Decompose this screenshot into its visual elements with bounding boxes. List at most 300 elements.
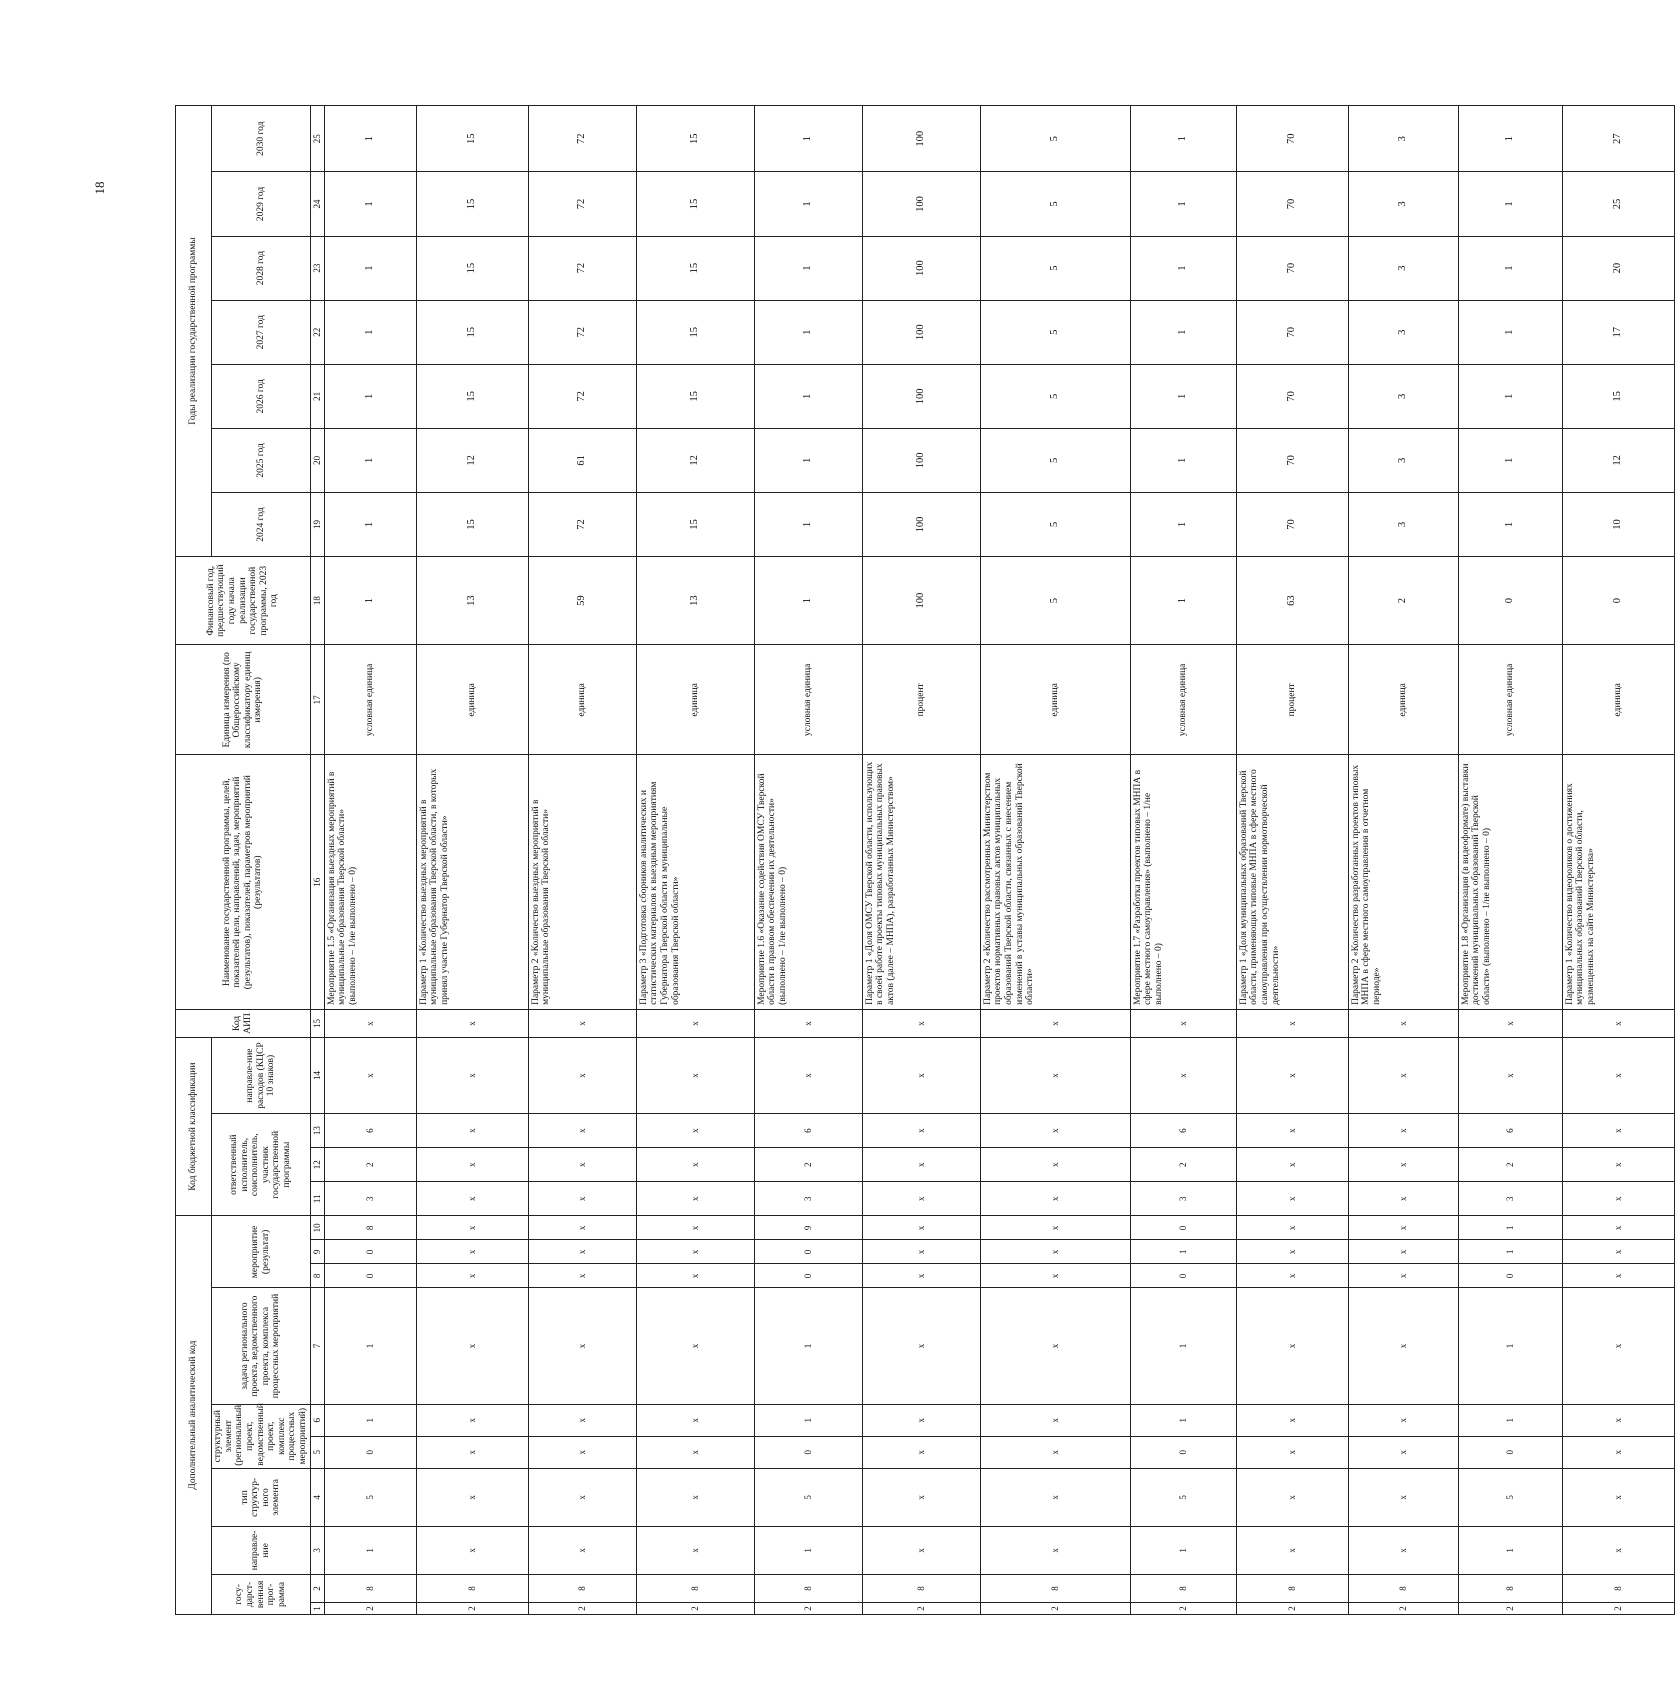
- code-cell: 0: [1130, 1216, 1236, 1240]
- code-cell: x: [528, 1037, 636, 1113]
- code-cell: 0: [754, 1436, 862, 1468]
- code-cell: 2: [862, 1602, 980, 1614]
- code-cell: x: [1348, 1182, 1458, 1216]
- code-cell: x: [636, 1436, 754, 1468]
- table-row: [416, 106, 528, 1615]
- code-cell: 0: [324, 1264, 416, 1288]
- value-cell: 15: [636, 492, 754, 556]
- code-cell: 2: [754, 1148, 862, 1182]
- value-cell: 70: [1236, 106, 1348, 172]
- description-cell: Параметр 2 «Количество разработанных проектов типовых МНПА в сфере местного самоуправления в отчетном периоде»: [1348, 755, 1458, 1009]
- code-cell: x: [1562, 1436, 1674, 1468]
- value-cell: 15: [416, 364, 528, 428]
- code-cell: x: [980, 1037, 1130, 1113]
- code-cell: 1: [1130, 1240, 1236, 1264]
- value-cell: 1: [1130, 364, 1236, 428]
- value-cell: 12: [1562, 428, 1674, 492]
- code-cell: 1: [1458, 1526, 1562, 1574]
- code-cell: 1: [324, 1288, 416, 1404]
- unit-cell: единица: [636, 645, 754, 755]
- code-cell: x: [1562, 1526, 1674, 1574]
- table-row: [1130, 106, 1236, 1615]
- value-cell: 12: [636, 428, 754, 492]
- napravlenie-header: направле-ние: [212, 1526, 311, 1574]
- value-cell: 13: [416, 557, 528, 645]
- column-number: 18: [310, 557, 324, 645]
- table-row: [1236, 106, 1348, 1615]
- code-cell: x: [1562, 1182, 1674, 1216]
- program-table: [175, 105, 1675, 1615]
- value-cell: 15: [416, 300, 528, 364]
- value-cell: 1: [1130, 236, 1236, 300]
- code-cell: x: [862, 1288, 980, 1404]
- unit-cell: единица: [416, 645, 528, 755]
- value-cell: 70: [1236, 172, 1348, 236]
- unit-cell: единица: [528, 645, 636, 755]
- value-cell: 15: [416, 172, 528, 236]
- code-cell: x: [1562, 1288, 1674, 1404]
- description-cell: Параметр 1 «Количество выездных мероприятий в муниципальные образования Тверской области, в которых принял участие Губернатор Тверской области»: [416, 755, 528, 1009]
- code-cell: x: [1348, 1404, 1458, 1436]
- value-cell: 1: [754, 106, 862, 172]
- code-cell: x: [416, 1288, 528, 1404]
- code-cell: x: [1236, 1526, 1348, 1574]
- code-cell: x: [416, 1114, 528, 1148]
- code-cell: x: [1348, 1468, 1458, 1526]
- code-cell: x: [1562, 1216, 1674, 1240]
- code-cell: x: [980, 1436, 1130, 1468]
- group-years-header: Годы реализации государственной программы: [176, 106, 212, 557]
- code-cell: x: [1348, 1526, 1458, 1574]
- value-cell: 61: [528, 428, 636, 492]
- value-cell: 17: [1562, 300, 1674, 364]
- value-cell: 1: [1130, 428, 1236, 492]
- description-cell: Параметр 1 «Количество видеороликов о достижениях муниципальных образований Тверской области, размещенных на сайте Министерства»: [1562, 755, 1674, 1009]
- value-cell: 5: [980, 364, 1130, 428]
- code-cell: 2: [980, 1602, 1130, 1614]
- code-cell: 6: [754, 1114, 862, 1148]
- code-cell: x: [528, 1288, 636, 1404]
- code-cell: x: [636, 1114, 754, 1148]
- table-row: [1458, 106, 1562, 1615]
- code-cell: x: [528, 1009, 636, 1037]
- code-cell: x: [862, 1216, 980, 1240]
- code-cell: x: [1458, 1009, 1562, 1037]
- value-cell: 1: [1130, 492, 1236, 556]
- year-2024-header: 2024 год: [212, 492, 311, 556]
- code-cell: x: [416, 1436, 528, 1468]
- value-cell: 1: [1458, 172, 1562, 236]
- code-cell: x: [528, 1114, 636, 1148]
- code-cell: 1: [1130, 1526, 1236, 1574]
- code-cell: 0: [1130, 1264, 1236, 1288]
- value-cell: 100: [862, 557, 980, 645]
- code-cell: 8: [754, 1574, 862, 1602]
- value-cell: 1: [1130, 557, 1236, 645]
- code-cell: x: [1562, 1404, 1674, 1436]
- value-cell: 1: [754, 236, 862, 300]
- code-cell: x: [980, 1182, 1130, 1216]
- code-cell: 1: [1458, 1240, 1562, 1264]
- code-cell: x: [528, 1182, 636, 1216]
- table-row: [754, 106, 862, 1615]
- unit-cell: условная единица: [1130, 645, 1236, 755]
- year-2028-header: 2028 год: [212, 236, 311, 300]
- value-cell: 70: [1236, 236, 1348, 300]
- group-kbk-header: Код бюджетной классификации: [176, 1037, 212, 1215]
- code-cell: 6: [1458, 1114, 1562, 1148]
- year-2025-header: 2025 год: [212, 428, 311, 492]
- code-cell: 5: [754, 1468, 862, 1526]
- code-cell: x: [1130, 1037, 1236, 1113]
- unit-cell: процент: [1236, 645, 1348, 755]
- table-row: [324, 106, 416, 1615]
- code-cell: x: [1348, 1216, 1458, 1240]
- value-cell: 15: [636, 364, 754, 428]
- code-cell: 1: [1458, 1288, 1562, 1404]
- column-number: 11: [310, 1182, 324, 1216]
- edinica-header: Единица измерения (по Общероссийскому классификатору единиц измерения): [176, 645, 311, 755]
- value-cell: 100: [862, 106, 980, 172]
- value-cell: 70: [1236, 428, 1348, 492]
- code-cell: 2: [324, 1148, 416, 1182]
- value-cell: 15: [636, 236, 754, 300]
- code-cell: x: [1236, 1148, 1348, 1182]
- code-cell: 2: [1458, 1602, 1562, 1614]
- code-cell: 0: [1130, 1436, 1236, 1468]
- code-cell: 8: [528, 1574, 636, 1602]
- code-cell: x: [1562, 1009, 1674, 1037]
- code-cell: x: [528, 1526, 636, 1574]
- code-cell: x: [416, 1037, 528, 1113]
- code-cell: x: [1236, 1240, 1348, 1264]
- code-cell: 2: [1130, 1602, 1236, 1614]
- code-cell: x: [1562, 1240, 1674, 1264]
- description-cell: Параметр 3 «Подготовка сборников аналитических и статистических материалов к выездным мероприятиям Губернатора Тверской области в муниципальные образования Тверской области»: [636, 755, 754, 1009]
- code-cell: 8: [1458, 1574, 1562, 1602]
- value-cell: 1: [754, 300, 862, 364]
- column-number: 21: [310, 364, 324, 428]
- value-cell: 1: [1130, 172, 1236, 236]
- value-cell: 15: [416, 492, 528, 556]
- value-cell: 5: [980, 557, 1130, 645]
- code-cell: x: [416, 1468, 528, 1526]
- column-number: 24: [310, 172, 324, 236]
- strukturnyi-header: структурный элемент (региональный проект, ведомственный проект, комплекс процессных мероприятий): [212, 1404, 311, 1468]
- value-cell: 1: [1458, 428, 1562, 492]
- code-cell: 0: [1458, 1436, 1562, 1468]
- code-cell: 1: [754, 1404, 862, 1436]
- code-cell: x: [1562, 1114, 1674, 1148]
- code-cell: x: [528, 1216, 636, 1240]
- value-cell: 59: [528, 557, 636, 645]
- value-cell: 3: [1348, 172, 1458, 236]
- fin-god-header: Финансовый год, предшествующий году начала реализации государственной программы, 2023 год: [176, 557, 311, 645]
- value-cell: 1: [1458, 364, 1562, 428]
- code-cell: x: [1348, 1264, 1458, 1288]
- value-cell: 1: [1458, 492, 1562, 556]
- code-cell: 1: [1458, 1216, 1562, 1240]
- value-cell: 100: [862, 300, 980, 364]
- code-cell: 5: [1130, 1468, 1236, 1526]
- code-cell: x: [636, 1404, 754, 1436]
- rotated-table-wrapper: [175, 105, 1624, 1615]
- code-cell: 1: [324, 1526, 416, 1574]
- gos-programma-header: госу-дарст-венная прог-рамма: [212, 1574, 311, 1614]
- code-cell: x: [324, 1009, 416, 1037]
- value-cell: 63: [1236, 557, 1348, 645]
- code-cell: x: [324, 1037, 416, 1113]
- code-cell: x: [528, 1148, 636, 1182]
- code-cell: 8: [1130, 1574, 1236, 1602]
- unit-cell: единица: [980, 645, 1130, 755]
- code-cell: x: [1348, 1288, 1458, 1404]
- napr-rashodov-header: направле-ние расходов (КЦСР 10 знаков): [212, 1037, 311, 1113]
- year-2027-header: 2027 год: [212, 300, 311, 364]
- code-cell: 0: [1458, 1264, 1562, 1288]
- value-cell: 100: [862, 236, 980, 300]
- column-number: 6: [310, 1404, 324, 1436]
- value-cell: 15: [1562, 364, 1674, 428]
- code-cell: x: [636, 1037, 754, 1113]
- code-cell: 3: [1458, 1182, 1562, 1216]
- code-cell: x: [862, 1148, 980, 1182]
- value-cell: 5: [980, 300, 1130, 364]
- code-cell: x: [1348, 1436, 1458, 1468]
- code-cell: 8: [1348, 1574, 1458, 1602]
- code-cell: 8: [324, 1574, 416, 1602]
- unit-cell: единица: [1562, 645, 1674, 755]
- value-cell: 100: [862, 364, 980, 428]
- description-cell: Параметр 1 «Доля ОМСУ Тверской области, использующих в своей работе проекты типовых муниципальных правовых актов (далее – МНПА), разработанных Министерством»: [862, 755, 980, 1009]
- value-cell: 15: [416, 236, 528, 300]
- unit-cell: условная единица: [754, 645, 862, 755]
- code-cell: 5: [1458, 1468, 1562, 1526]
- code-cell: x: [416, 1240, 528, 1264]
- code-cell: x: [636, 1240, 754, 1264]
- value-cell: 1: [1458, 236, 1562, 300]
- year-2030-header: 2030 год: [212, 106, 311, 172]
- value-cell: 3: [1348, 492, 1458, 556]
- value-cell: 1: [324, 364, 416, 428]
- meropriyatie-header: мероприятие (результат): [212, 1216, 311, 1288]
- page-number: 18: [92, 181, 107, 195]
- column-number: 16: [310, 755, 324, 1009]
- code-cell: x: [862, 1436, 980, 1468]
- description-cell: Мероприятие 1.5 «Организация выездных мероприятий в муниципальные образования Тверской области» (выполнено – 1/не выполнено – 0): [324, 755, 416, 1009]
- value-cell: 5: [980, 236, 1130, 300]
- value-cell: 5: [980, 106, 1130, 172]
- code-cell: 2: [1458, 1148, 1562, 1182]
- value-cell: 25: [1562, 172, 1674, 236]
- code-cell: 5: [324, 1468, 416, 1526]
- code-cell: 0: [324, 1436, 416, 1468]
- value-cell: 15: [636, 300, 754, 364]
- column-number: 20: [310, 428, 324, 492]
- value-cell: 72: [528, 236, 636, 300]
- value-cell: 3: [1348, 236, 1458, 300]
- code-cell: x: [980, 1468, 1130, 1526]
- column-number: 9: [310, 1240, 324, 1264]
- code-cell: x: [416, 1216, 528, 1240]
- code-cell: 1: [754, 1288, 862, 1404]
- column-number: 15: [310, 1009, 324, 1037]
- column-number: 4: [310, 1468, 324, 1526]
- description-cell: Мероприятие 1.6 «Оказание содействия ОМСУ Тверской области в правовом обеспечении их деятельности» (выполнено – 1/не выполнено – 0): [754, 755, 862, 1009]
- code-cell: x: [980, 1240, 1130, 1264]
- code-cell: x: [416, 1148, 528, 1182]
- group-dak-header: Дополнительный аналитический код: [176, 1216, 212, 1615]
- year-2026-header: 2026 год: [212, 364, 311, 428]
- value-cell: 1: [324, 172, 416, 236]
- code-cell: x: [1236, 1114, 1348, 1148]
- code-cell: x: [980, 1114, 1130, 1148]
- code-cell: x: [862, 1037, 980, 1113]
- code-cell: 2: [636, 1602, 754, 1614]
- code-cell: 9: [754, 1216, 862, 1240]
- code-cell: 2: [1236, 1602, 1348, 1614]
- value-cell: 72: [528, 172, 636, 236]
- code-cell: x: [1348, 1114, 1458, 1148]
- value-cell: 5: [980, 172, 1130, 236]
- value-cell: 1: [754, 172, 862, 236]
- value-cell: 100: [862, 428, 980, 492]
- value-cell: 12: [416, 428, 528, 492]
- code-cell: x: [636, 1148, 754, 1182]
- column-number: 12: [310, 1148, 324, 1182]
- code-cell: 0: [324, 1240, 416, 1264]
- code-cell: x: [636, 1216, 754, 1240]
- code-cell: x: [862, 1240, 980, 1264]
- code-cell: x: [1348, 1037, 1458, 1113]
- value-cell: 1: [754, 364, 862, 428]
- code-cell: 6: [1130, 1114, 1236, 1148]
- column-number: 1: [310, 1602, 324, 1614]
- code-cell: x: [416, 1009, 528, 1037]
- value-cell: 27: [1562, 106, 1674, 172]
- code-cell: x: [980, 1216, 1130, 1240]
- column-number: 5: [310, 1436, 324, 1468]
- code-cell: x: [1348, 1148, 1458, 1182]
- table-row: [1348, 106, 1458, 1615]
- code-cell: 6: [324, 1114, 416, 1148]
- code-cell: 1: [1458, 1404, 1562, 1436]
- description-cell: Параметр 2 «Количество рассмотренных Министерством проектов нормативных правовых актов муниципальных образований Тверской области, связанных с внесением изменений в уставы муниципальных образований Тверской области»: [980, 755, 1130, 1009]
- code-cell: 8: [1562, 1574, 1674, 1602]
- year-2029-header: 2029 год: [212, 172, 311, 236]
- column-number: 7: [310, 1288, 324, 1404]
- code-cell: 3: [324, 1182, 416, 1216]
- code-cell: x: [416, 1526, 528, 1574]
- description-cell: Мероприятие 1.8 «Организация (в видеоформате) выставки достижений муниципальных образований Тверской области» (выполнено – 1/не выполнено – 0): [1458, 755, 1562, 1009]
- code-cell: 8: [636, 1574, 754, 1602]
- column-number-row: [310, 106, 324, 1615]
- value-cell: 72: [528, 106, 636, 172]
- code-cell: 8: [416, 1574, 528, 1602]
- code-cell: x: [980, 1526, 1130, 1574]
- table-row: [1562, 106, 1674, 1615]
- value-cell: 15: [636, 106, 754, 172]
- column-number: 8: [310, 1264, 324, 1288]
- code-cell: 0: [754, 1240, 862, 1264]
- code-cell: x: [1348, 1009, 1458, 1037]
- code-cell: x: [1236, 1404, 1348, 1436]
- value-cell: 15: [416, 106, 528, 172]
- value-cell: 1: [1458, 300, 1562, 364]
- code-cell: 2: [528, 1602, 636, 1614]
- naimenovanie-header: Наименование государственной программы, целей, показателей цели, направлений, задач, мероприятий (результатов), показателей, параметров мероприятий (результатов): [176, 755, 311, 1009]
- code-cell: x: [636, 1468, 754, 1526]
- value-cell: 0: [1562, 557, 1674, 645]
- code-cell: x: [862, 1468, 980, 1526]
- code-cell: x: [980, 1404, 1130, 1436]
- value-cell: 1: [324, 492, 416, 556]
- code-cell: x: [1458, 1037, 1562, 1113]
- code-cell: x: [416, 1182, 528, 1216]
- code-cell: x: [1236, 1182, 1348, 1216]
- value-cell: 3: [1348, 106, 1458, 172]
- code-cell: x: [528, 1404, 636, 1436]
- value-cell: 1: [1458, 106, 1562, 172]
- code-cell: 8: [324, 1216, 416, 1240]
- unit-cell: процент: [862, 645, 980, 755]
- value-cell: 70: [1236, 364, 1348, 428]
- column-number: 22: [310, 300, 324, 364]
- value-cell: 1: [754, 428, 862, 492]
- value-cell: 5: [980, 428, 1130, 492]
- kod-aip-header: Код АИП: [176, 1009, 311, 1037]
- value-cell: 2: [1348, 557, 1458, 645]
- code-cell: 2: [1348, 1602, 1458, 1614]
- value-cell: 3: [1348, 300, 1458, 364]
- code-cell: x: [528, 1264, 636, 1288]
- column-number: 13: [310, 1114, 324, 1148]
- code-cell: x: [862, 1182, 980, 1216]
- table-row: [528, 106, 636, 1615]
- code-cell: 2: [754, 1602, 862, 1614]
- code-cell: x: [636, 1264, 754, 1288]
- code-cell: x: [980, 1009, 1130, 1037]
- code-cell: x: [528, 1436, 636, 1468]
- value-cell: 72: [528, 300, 636, 364]
- value-cell: 72: [528, 364, 636, 428]
- column-number: 10: [310, 1216, 324, 1240]
- column-number: 14: [310, 1037, 324, 1113]
- code-cell: 1: [754, 1526, 862, 1574]
- code-cell: x: [1562, 1264, 1674, 1288]
- value-cell: 3: [1348, 428, 1458, 492]
- value-cell: 70: [1236, 492, 1348, 556]
- value-cell: 1: [1130, 106, 1236, 172]
- code-cell: x: [754, 1009, 862, 1037]
- code-cell: 1: [1130, 1404, 1236, 1436]
- code-cell: 8: [1236, 1574, 1348, 1602]
- value-cell: 1: [754, 492, 862, 556]
- code-cell: 2: [324, 1602, 416, 1614]
- code-cell: x: [1348, 1240, 1458, 1264]
- code-cell: x: [528, 1240, 636, 1264]
- code-cell: x: [636, 1009, 754, 1037]
- code-cell: 8: [980, 1574, 1130, 1602]
- code-cell: x: [862, 1526, 980, 1574]
- code-cell: x: [980, 1288, 1130, 1404]
- code-cell: x: [1562, 1148, 1674, 1182]
- column-number: 19: [310, 492, 324, 556]
- otvetstvennyi-header: ответственный исполнитель, соисполнитель, участник государственной программы: [212, 1114, 311, 1216]
- value-cell: 20: [1562, 236, 1674, 300]
- code-cell: x: [1130, 1009, 1236, 1037]
- code-cell: 2: [416, 1602, 528, 1614]
